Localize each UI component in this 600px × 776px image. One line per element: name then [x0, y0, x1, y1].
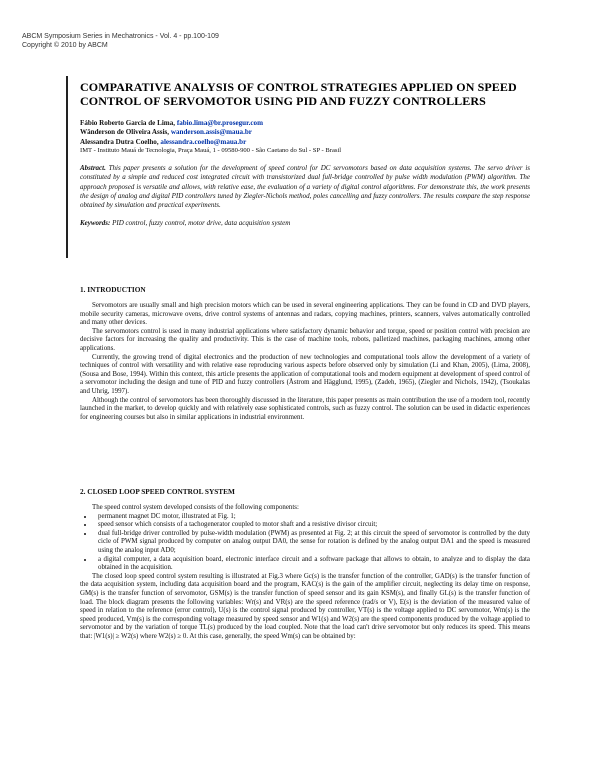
paragraph: Although the control of servomotors has been thoroughly discussed in the literature, this paper presents as main contribution the use of a modern tool, recently launched in the market, to develop quickly and with relatively ease sophisticated controls, such as fuzzy control. The solution can be used in didactic experiences for engineering courses but also in similar applications in industrial environment.	[80, 396, 530, 421]
abstract-text: This paper presents a solution for the development of speed control for DC servomotors based on data acquisition systems. The servo driver is constituted by a simple and reduced cost integrated circuit with transistorized dual full-bridge controlled by pulse width modulation (PWM) algorithm. The approach proposed is versatile and allows, with relative ease, the evaluation of a variety of digital control algorithms. For demonstrate this, the work presents the design of analog and digital PID controllers tuned by Ziegler-Nichols method, poles cancelling and fuzzy controllers. The results compare the step response obtained by simulation and practical experiments.	[80, 163, 530, 210]
list-item: • dual full-bridge driver controlled by pulse-width modulation (PWM) as presented at Fig. 2; at this circuit the speed of servomotor is controlled by the duty cicle of PWM signal produced by computer on analog output DA0, the sense for rotation is defined by the analog output DA1 and the speed is measured using the analog input AD0;	[94, 530, 530, 556]
keywords-label: Keywords:	[80, 218, 111, 227]
abstract	[80, 164, 530, 211]
author-3	[80, 138, 530, 147]
section-closed-loop	[80, 487, 530, 642]
paragraph: Currently, the growing trend of digital electronics and the production of new technologies and computational tools allow the development of a variety of techniques of control with versatility and with relative ease reproducing various aspects before observed only by simulation (Li and Khan, 2005), (Lima, 2008), (Sousa and Bose, 1994). Within this context, this article presents the application of computational tools and modern equipment at development of speed control of a servomotor including the design and tune of PID and fuzzy controllers (Åstrom and Hägglund, 1995), (Zadeh, 1965), (Ziegler and Nichols, 1942), (Tsoukalas and Uhrig, 1997).	[80, 353, 530, 395]
list-item: • permanent magnet DC motor, illustrated at Fig. 1;	[94, 513, 530, 522]
component-list	[80, 513, 530, 573]
title-block	[80, 80, 530, 228]
paragraph: The speed control system developed consists of the following components:	[92, 504, 299, 511]
section-introduction	[80, 285, 530, 422]
section-heading: 2. CLOSED LOOP SPEED CONTROL SYSTEM	[80, 487, 235, 496]
paragraph: The closed loop speed control system resulting is illustrated at Fig.3 where Gc(s) is the transfer function of the controller, GAD(s) is the transfer function of the data acquisition system, including data acquisition board and the program, KAC(s) is the gain of the amplifier circuit, neglecting its delay time on response, GM(s) is the transfer function of servomotor, GSM(s) is the transfer function of speed sensor and its gain KSM(s), and finally GL(s) is the transfer function of load. The block diagram presents the following variables: Wr(s) and VR(s) are the speed reference (rad/s or V), E(s) is the deviation of the measured value of speed in relation to the reference (error control), U(s) is the control signal produced by controller, VT(s) is the voltage applied to DC servomotor, Wm(s) is the speed produced, Vm(s) is the corresponding voltage measured by speed sensor and W1(s) and W2(s) are the speed components produced by the voltage applied to servomotor and by the variation of torque TL(s) produced by the load coupled. Note that the load can't drive servomotor but only reduces its speed. This means that: |W1(s)| ≥ W2(s) where W2(s) ≥ 0. At this case, generally, the speed Wm(s) can be obtained by:	[80, 572, 530, 640]
author-email-link[interactable]: fabio.lima@br.prosegur.com	[176, 119, 263, 127]
institution: IMT - Instituto Mauá de Tecnologia, Praça Mauá, 1 - 09580-900 - São Caetano do Sul - SP - Brasil	[80, 147, 342, 155]
author-email-link[interactable]: wanderson.assis@maua.br	[170, 128, 252, 137]
paper-title: COMPARATIVE ANALYSIS OF CONTROL STRATEGIES APPLIED ON SPEED CONTROL OF SERVOMOTOR USING PID AND FUZZY CONTROLLERS	[80, 80, 517, 108]
keywords	[80, 219, 530, 228]
paragraph: Servomotors are usually small and high precision motors which can be used in several engineering applications. They can be found in CD and DVD players, mobile security cameras, microwave ovens, drive control systems of antennas and radars, copying machines, printers, scanners, valves automatically controlled and many other devices.	[80, 302, 530, 327]
author-name: Alessandra Dutra Coelho,	[80, 137, 159, 146]
paragraph: The servomotors control is used in many industrial applications where satisfactory dynamic behavior and torque, speed or position control with precision are decisive factors for increasing the quality and productivity. This is the case of machine tools, robots, palletized machines, packaging machines, among other applications.	[80, 327, 530, 352]
author-list	[80, 119, 530, 156]
list-item: • speed sensor which consists of a tachogenerator coupled to motor shaft and a resistive divisor circuit;	[94, 521, 530, 530]
series-line: ABCM Symposium Series in Mechatronics - Vol. 4 - pp.100-109	[22, 33, 219, 40]
running-header	[22, 32, 219, 50]
copyright-line: Copyright © 2010 by ABCM	[22, 42, 108, 49]
author-email-link[interactable]: alessandra.coelho@maua.br	[160, 137, 247, 146]
section-heading: 1. INTRODUCTION	[80, 285, 146, 294]
list-item: • a digital computer, a data acquisition board, electronic interface circuit and a software package that allows to obtain, to analyze and to display the data obtained in the acquisition.	[94, 556, 530, 573]
author-1	[80, 119, 530, 128]
author-name: Fábio Roberto Garcia de Lima,	[80, 119, 176, 127]
author-name: Wânderson de Oliveira Assis,	[80, 128, 170, 137]
title-rule	[66, 76, 68, 258]
abstract-label: Abstract.	[80, 163, 106, 172]
author-2	[80, 128, 530, 137]
keywords-text: PID control, fuzzy control, motor drive, data acquisition system	[112, 218, 291, 227]
